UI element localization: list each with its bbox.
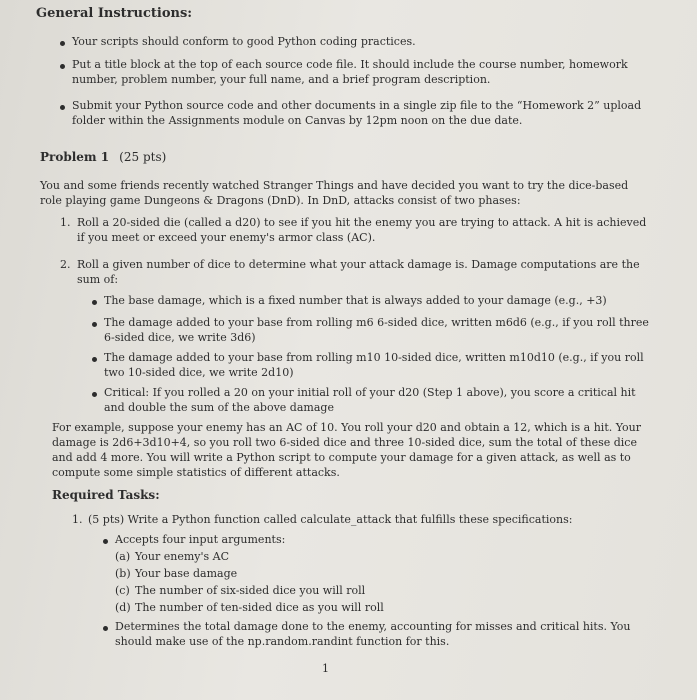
problem-heading	[40, 150, 166, 164]
arg-c-label: (c)	[115, 584, 130, 597]
arg-b-label: (b)	[115, 567, 131, 580]
arg-a-label: (a)	[115, 550, 131, 563]
task-1-line: (5 pts) Write a Python function called calculate_attack that fulfills these specifications:	[88, 513, 573, 526]
arg-a-text: Your enemy's AC	[135, 550, 230, 563]
example-line-1: For example, suppose your enemy has an AC of 10. You roll your d20 and obtain a 12, which is a hit. Your	[52, 421, 642, 434]
step-2-line-2: sum of:	[77, 273, 119, 286]
bullet-dot	[103, 539, 108, 544]
step-2-line-1: Roll a given number of dice to determine what your attack damage is. Damage computations are the	[77, 258, 640, 271]
damage-item-base: The base damage, which is a fixed number that is always added to your damage (e.g., +3)	[104, 294, 607, 307]
general-bullet-3-line-1: Submit your Python source code and other documents in a single zip file to the “Homework 2” upload	[72, 99, 642, 112]
damage-item-d6-line-1: The damage added to your base from rolling m6 6-sided dice, written m6d6 (e.g., if you roll three	[104, 316, 649, 329]
step-1-line-1: Roll a 20-sided die (called a d20) to see if you hit the enemy you are trying to attack. A hit is achieved	[77, 216, 647, 229]
bullet-dot	[60, 41, 65, 46]
damage-item-critical-line-2: and double the sum of the above damage	[104, 401, 334, 414]
step-1-number: 1.	[60, 216, 71, 229]
damage-item-critical-line-1: Critical: If you rolled a 20 on your initial roll of your d20 (Step 1 above), you score a critical hit	[104, 386, 636, 399]
general-bullet-2-line-2: number, problem number, your full name, and a brief program description.	[72, 73, 491, 86]
arg-c-text: The number of six-sided dice you will roll	[135, 584, 366, 597]
bullet-dot	[92, 300, 97, 305]
general-bullet-3-line-2: folder within the Assignments module on Canvas by 12pm noon on the due date.	[72, 114, 523, 127]
determines-line-1: Determines the total damage done to the enemy, accounting for misses and critical hits. You	[115, 620, 631, 633]
arg-d-text: The number of ten-sided dice as you will roll	[135, 601, 384, 614]
damage-item-d10-line-1: The damage added to your base from rolling m10 10-sided dice, written m10d10 (e.g., if you roll	[104, 351, 644, 364]
example-line-4: compute some simple statistics of different attacks.	[52, 466, 340, 479]
bullet-dot	[60, 105, 65, 110]
required-tasks-heading: Required Tasks:	[52, 488, 160, 502]
example-line-2: damage is 2d6+3d10+4, so you roll two 6-sided dice and three 10-sided dice, sum the total of these dice	[52, 436, 637, 449]
bullet-dot	[92, 322, 97, 327]
arg-b-text: Your base damage	[135, 567, 238, 580]
bullet-dot	[103, 626, 108, 631]
arg-d-label: (d)	[115, 601, 131, 614]
determines-line-2: should make use of the np.random.randint function for this.	[115, 635, 450, 648]
general-bullet-2-line-1: Put a title block at the top of each source code file. It should include the course number, homework	[72, 58, 628, 71]
damage-item-d6-line-2: 6-sided dice, we write 3d6)	[104, 331, 256, 344]
bullet-dot	[92, 357, 97, 362]
bullet-dot	[60, 64, 65, 69]
problem-intro-line-2: role playing game Dungeons & Dragons (DnD). In DnD, attacks consist of two phases:	[40, 194, 521, 207]
page-number: 1	[322, 662, 329, 675]
example-line-3: and add 4 more. You will write a Python script to compute your damage for a given attack, as well as to	[52, 451, 631, 464]
general-instructions-heading: General Instructions:	[36, 6, 193, 21]
general-bullet-1: Your scripts should conform to good Python coding practices.	[72, 35, 416, 48]
bullet-dot	[92, 392, 97, 397]
problem-intro-line-1: You and some friends recently watched Stranger Things and have decided you want to try the dice-based	[40, 179, 629, 192]
problem-points: (25 pts)	[119, 150, 167, 164]
damage-item-d10-line-2: two 10-sided dice, we write 2d10)	[104, 366, 294, 379]
problem-title: Problem 1	[40, 150, 110, 164]
step-2-number: 2.	[60, 258, 71, 271]
accepts-arguments: Accepts four input arguments:	[115, 533, 286, 546]
task-1-number: 1.	[72, 513, 83, 526]
step-1-line-2: if you meet or exceed your enemy's armor class (AC).	[77, 231, 376, 244]
